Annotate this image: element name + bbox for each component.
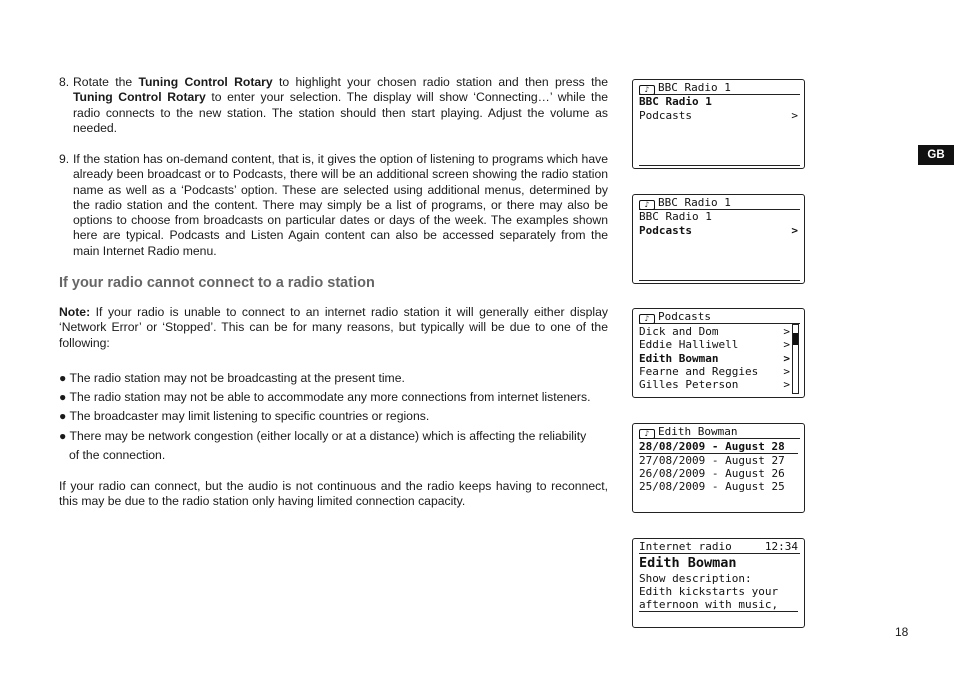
lcd-screen-podcast-list xyxy=(632,308,805,398)
lcd-row: Gilles Peterson > xyxy=(639,378,790,391)
lcd-row: Podcasts > xyxy=(639,109,798,122)
station-title: Edith Bowman xyxy=(639,555,737,571)
radio-icon: ♪ xyxy=(639,314,655,324)
chevron-right-icon: > xyxy=(783,365,790,378)
bullet-item: ● There may be network congestion (either locally or at a distance) which is affecting the reliability of the connection. xyxy=(59,429,587,462)
lcd-row: Podcasts > xyxy=(639,224,798,237)
lcd-screen-now-playing xyxy=(632,538,805,628)
note-paragraph: Note: If your radio is unable to connect to an internet radio station it will generally either display ‘Network Error’ or ‘Stopped’. This can be for many reasons, but typically will be due to one of the following: xyxy=(59,305,608,350)
lcd-header: ♪ Edith Bowman xyxy=(639,425,800,439)
scrollbar-thumb xyxy=(793,333,798,345)
closing-paragraph: If your radio can connect, but the audio is not continuous and the radio keeps having to reconnect, this may be due to the radio station only having limited connection capacity. xyxy=(59,479,608,509)
lcd-header: ♪ BBC Radio 1 xyxy=(639,81,800,95)
lcd-row: afternoon with music, xyxy=(639,598,798,612)
step-number: 9. xyxy=(59,152,70,166)
section-heading: If your radio cannot connect to a radio station xyxy=(59,275,375,291)
lcd-row: Show description: xyxy=(639,572,752,585)
lcd-row: 26/08/2009 - August 26 xyxy=(639,467,785,480)
lcd-row: Edith Bowman > xyxy=(639,352,790,365)
lcd-screen-station xyxy=(632,79,805,169)
step-8: 8. Rotate the Tuning Control Rotary to highlight your chosen radio station and then press the Tuning Control Rotary to enter your selection. The display will show ‘Connecting…’ while the radio connects to the new station. The station should then start playing. Adjust the volume as needed. xyxy=(59,75,609,135)
chevron-right-icon: > xyxy=(791,224,798,237)
lcd-row: Dick and Dom > xyxy=(639,325,790,338)
step-9: 9. If the station has on-demand content, that is, it gives the option of listening to programs which have already been broadcast or to Podcasts, there will be an additional screen showing the radio station name as well as a ‘Podcasts’ option. These are selected using additional menus, determined by the radio station and the content. There may simply be a list of programs, or there may also be options to choose from broadcasts on particular dates or days of the week. The examples shown here are typical. Podcasts and Listen Again content can also be accessed separately from the main Internet Radio menu. xyxy=(59,152,608,258)
language-tab: GB xyxy=(918,145,954,165)
radio-icon: ♪ xyxy=(639,429,655,439)
lcd-row: Fearne and Reggies > xyxy=(639,365,790,378)
step-number: 8. xyxy=(59,75,70,89)
lcd-screen-episode-list xyxy=(632,423,805,513)
chevron-right-icon: > xyxy=(783,378,790,391)
lcd-row: 25/08/2009 - August 25 xyxy=(639,480,785,493)
note-label: Note: xyxy=(59,305,91,319)
lcd-screen-podcasts-option xyxy=(632,194,805,284)
chevron-right-icon: > xyxy=(783,352,790,365)
clock: 12:34 xyxy=(764,540,798,553)
lcd-header: ♪ BBC Radio 1 xyxy=(639,196,800,210)
chevron-right-icon: > xyxy=(791,109,798,122)
lcd-row: BBC Radio 1 xyxy=(639,95,712,108)
lcd-row: Eddie Halliwell > xyxy=(639,338,790,351)
scrollbar xyxy=(792,324,799,394)
lcd-row: BBC Radio 1 xyxy=(639,210,712,223)
chevron-right-icon: > xyxy=(783,338,790,351)
lcd-header: ♪ Podcasts xyxy=(639,310,800,324)
radio-icon: ♪ xyxy=(639,200,655,210)
lcd-row: 27/08/2009 - August 27 xyxy=(639,454,785,467)
page-number: 18 xyxy=(895,625,909,639)
bullet-item: ● The radio station may not be broadcasting at the present time. xyxy=(59,371,405,385)
bullet-item: ● The broadcaster may limit listening to specific countries or regions. xyxy=(59,409,430,423)
bullet-item: ● The radio station may not be able to accommodate any more connections from internet listeners. xyxy=(59,390,591,404)
chevron-right-icon: > xyxy=(783,325,790,338)
lcd-header: Internet radio 12:34 xyxy=(639,540,798,553)
lcd-row: 28/08/2009 - August 28 xyxy=(639,440,798,454)
lcd-row: Edith kickstarts your xyxy=(639,585,779,598)
radio-icon: ♪ xyxy=(639,85,655,95)
